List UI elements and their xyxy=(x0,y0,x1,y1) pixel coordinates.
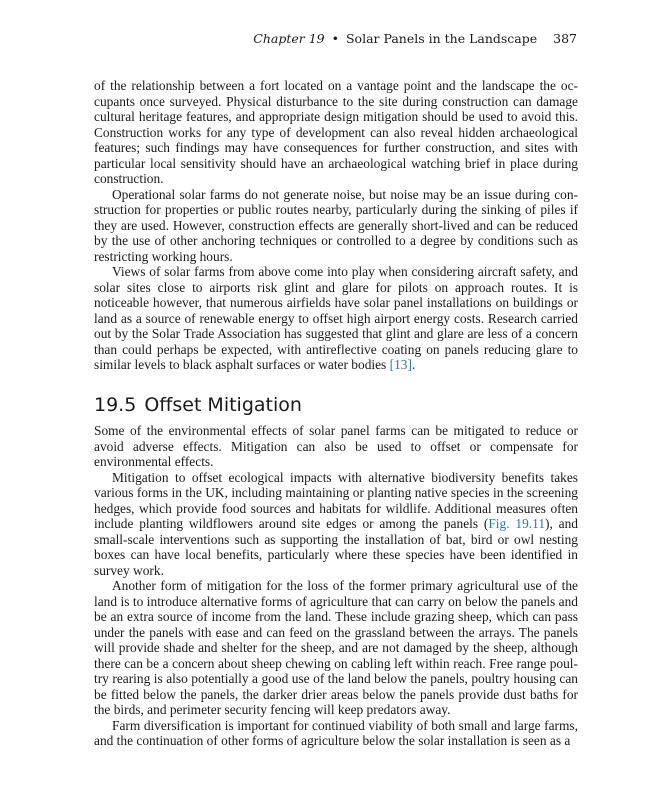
page-number: 387 xyxy=(553,31,577,46)
chapter-title: Solar Panels in the Landscape xyxy=(345,31,538,46)
reference-link-13[interactable]: [13] xyxy=(389,357,412,372)
paragraph-text: Views of solar farms from above come into play when considering aircraft safety, and solar sites close to airports risk glint and glare for pilots on approach routes. It is noticeable however, that numerous airfields have solar panel installations on buildings or land as a source of renewable energy to offset high airport energy costs. Research carried out by the Solar Trade Association has suggested that glint and glare are less of a concern than could perhaps be expected, with antireflective coating on panels reducing glare to similar levels to black asphalt surfaces or water bodies xyxy=(94,264,578,372)
paragraph-fort-landscape: of the relationship between a fort located on a vantage point and the landscape the occupants once surveyed. Physical disturbance to the site during construction can damage cultural heritage features, and appropriate design mitigation should be used to avoid this. Construction works for any type of development can also reveal hidden archaeological features; such findings may have consequences for further construction, and sites with particular local sensitivity should have an archaeological watching brief in place during construction. xyxy=(94,78,578,186)
paragraph-mitigation-intro: Some of the environmental effects of solar panel farms can be mitigated to reduce or avoid adverse effects. Mitigation can also be used to offset or compensate for environmental effects. xyxy=(94,423,578,469)
paragraph-agriculture: Another form of mitigation for the loss of the former primary agricultural use of the land is to introduce alternative forms of agriculture that can carry on below the panels and be an extra source of income from the land. These include grazing sheep, which can pass under the panels with ease and can feed on the grassland between the arrays. The panels will provide shade and shelter for the sheep, and are not damaged by the sheep, although there can be a concern about sheep chewing on cabling left within reach. Free range poultry rearing is also potentially a good use of the land below the panels, poultry housing can be fitted below the panels, the darker drier areas below the panels provide dust baths for the birds, and perimeter security fencing will keep predators away. xyxy=(94,578,578,717)
chapter-label: Chapter 19 xyxy=(253,31,325,46)
paragraph-biodiversity xyxy=(94,470,578,579)
body-text-lower xyxy=(94,423,578,749)
paragraph-aircraft-glare xyxy=(94,264,578,373)
body-text-upper xyxy=(94,78,578,373)
section-number: 19.5 xyxy=(94,394,137,416)
paragraph-text: Mitigation to offset ecological impacts with alternative biodiversity benefits takes various forms in the UK, including maintaining or planting native species in the screening hedges, which provide food sources and habitats for wildlife. Additional measures often include planting wildflowers around site edges or among the panels ( xyxy=(94,469,578,531)
section-title: Offset Mitigation xyxy=(144,394,302,416)
header-separator: • xyxy=(331,31,339,46)
paragraph-diversification: Farm diversification is important for continued viability of both small and large farms, and the continuation of other forms of agriculture below the solar installation is seen as a xyxy=(94,717,578,748)
paragraph-noise: Operational solar farms do not generate noise, but noise may be an issue during construction for properties or public routes nearby, particularly during the sinking of piles if they are used. However, construction effects are generally short-lived and can be reduced by the use of other anchoring techniques or controlled to a degree by conditions such as restricting working hours. xyxy=(94,186,578,264)
paragraph-text-cont: ), and small-scale interventions such as supporting the installation of bat, bird or owl nesting boxes can have local benefits, particularly where these species have been identified in survey work. xyxy=(94,516,578,578)
section-heading xyxy=(94,393,578,417)
figure-link-19-11[interactable]: Fig. 19.11 xyxy=(488,516,546,531)
running-header xyxy=(253,30,577,48)
paragraph-end: . xyxy=(411,357,416,372)
